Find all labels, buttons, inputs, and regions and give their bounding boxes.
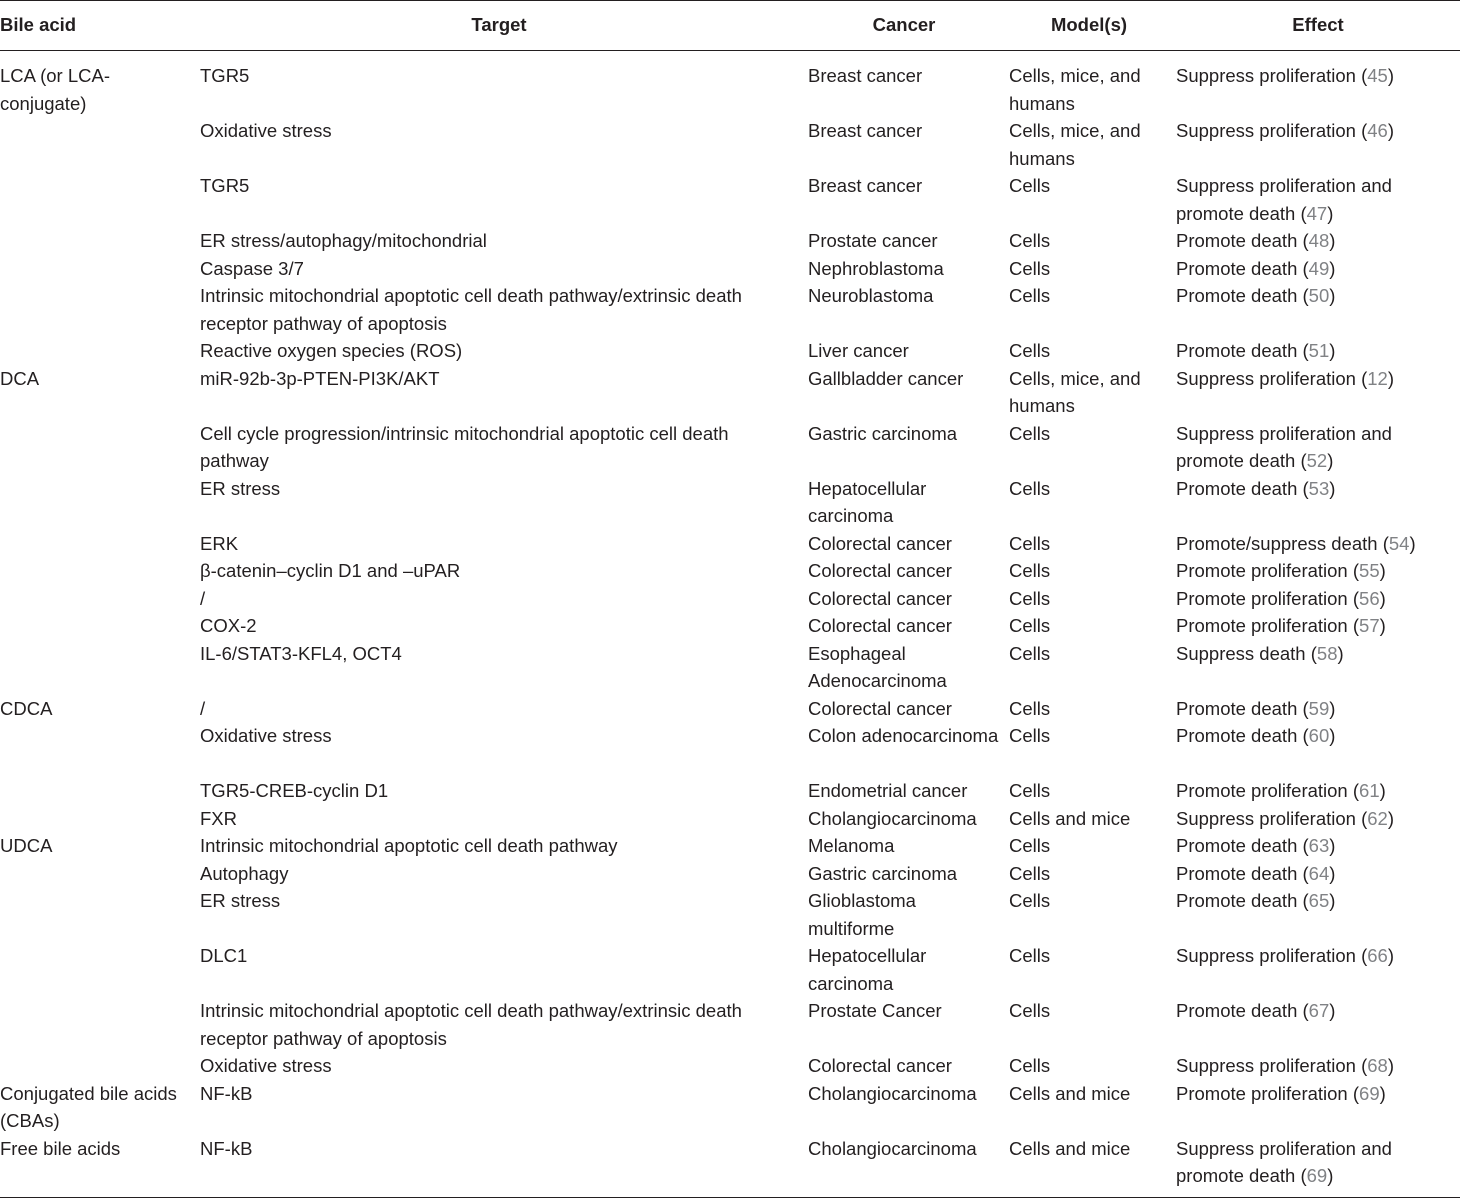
cell-target: ER stress/autophagy/mitochondrial: [200, 230, 487, 251]
cell-cancer: Prostate Cancer: [808, 1000, 942, 1021]
effect-close-paren: ): [1329, 340, 1336, 361]
cell-cancer: Colon adenocarcinoma: [808, 725, 999, 746]
cell-target: miR-92b-3p-PTEN-PI3K/AKT: [200, 367, 440, 389]
cell-target: /: [200, 697, 206, 719]
cell-cancer: Esophageal Adenocarcinoma: [808, 642, 947, 691]
effect-close-paren: ): [1327, 450, 1334, 471]
table-row: [0, 832, 1460, 860]
effect-close-paren: ): [1379, 587, 1386, 609]
reference-link[interactable]: 68: [1367, 1055, 1388, 1076]
cell-models: Cells: [1009, 697, 1051, 719]
cell-effect: [1176, 1052, 1460, 1080]
effect-text: Promote death (: [1176, 477, 1309, 499]
effect-close-paren: ): [1329, 1000, 1336, 1021]
cell-target: β-catenin–cyclin D1 and –uPAR: [200, 560, 461, 581]
effect-close-paren: ): [1387, 807, 1395, 829]
cell-target: ER stress: [200, 890, 281, 911]
table-row: [0, 722, 1460, 777]
effect-text: Suppress proliferation and promote death (: [1176, 1137, 1392, 1186]
cell-cancer: Cholangiocarcinoma: [808, 1082, 977, 1104]
cell-effect: [1176, 172, 1460, 227]
reference-link[interactable]: 67: [1308, 1000, 1330, 1021]
cell-cancer: Neuroblastoma: [808, 285, 934, 306]
effect-text: Promote death (: [1176, 890, 1309, 911]
effect-text: Promote proliferation (: [1176, 615, 1360, 636]
effect-text: Promote death (: [1176, 285, 1309, 306]
cell-models: Cells: [1009, 862, 1051, 884]
cell-effect: [1176, 640, 1460, 668]
reference-link[interactable]: 50: [1308, 285, 1330, 306]
effect-close-paren: ): [1337, 642, 1344, 664]
table-row: [0, 805, 1460, 833]
cell-effect: [1176, 475, 1460, 503]
cell-target: TGR5-CREB-cyclin D1: [200, 780, 389, 801]
effect-close-paren: ): [1379, 560, 1386, 581]
effect-close-paren: ): [1387, 367, 1395, 389]
table-row: [0, 255, 1460, 283]
effect-text: Promote death (: [1176, 835, 1309, 856]
cell-models: Cells and mice: [1009, 807, 1131, 829]
cell-target: Oxidative stress: [200, 1055, 332, 1076]
cell-target: ERK: [200, 532, 239, 554]
cell-models: Cells: [1009, 725, 1051, 746]
cell-effect: [1176, 117, 1460, 145]
cell-target: Autophagy: [200, 862, 289, 884]
cell-cancer: Colorectal cancer: [808, 532, 952, 554]
effect-text: Suppress proliferation (: [1176, 1055, 1368, 1076]
cell-models: Cells, mice, and humans: [1009, 367, 1141, 416]
effect-text: Suppress proliferation (: [1176, 807, 1368, 829]
cell-cancer: Hepatocellular carcinoma: [808, 945, 927, 994]
effect-text: Promote/suppress death (: [1176, 532, 1389, 554]
cell-models: Cells and mice: [1009, 1082, 1131, 1104]
cell-effect: [1176, 805, 1460, 833]
table-row: [0, 365, 1460, 420]
cell-models: Cells: [1009, 587, 1051, 609]
reference-link[interactable]: 66: [1367, 945, 1388, 966]
cell-target: NF-kB: [200, 1137, 253, 1159]
cell-cancer: Liver cancer: [808, 340, 909, 361]
effect-close-paren: ): [1327, 1165, 1334, 1186]
bottom-rule: [0, 1197, 1460, 1198]
table-row: [0, 777, 1460, 805]
cell-models: Cells: [1009, 1055, 1051, 1076]
effect-text: Suppress proliferation and promote death (: [1176, 422, 1392, 471]
cell-effect: [1176, 1135, 1460, 1190]
effect-close-paren: ): [1329, 890, 1336, 911]
cell-cancer: Gallbladder cancer: [808, 367, 964, 389]
reference-link[interactable]: 12: [1367, 367, 1388, 389]
effect-text: Promote death (: [1176, 340, 1309, 361]
table-row: [0, 337, 1460, 365]
cell-cancer: Melanoma: [808, 835, 895, 856]
cell-target: Reactive oxygen species (ROS): [200, 340, 463, 361]
table-row: [0, 62, 1460, 117]
header-rule: [0, 50, 1460, 51]
reference-link[interactable]: 48: [1308, 230, 1330, 251]
reference-link[interactable]: 53: [1308, 477, 1330, 499]
cell-effect: [1176, 612, 1460, 640]
effect-text: Promote proliferation (: [1176, 560, 1360, 581]
cell-effect: [1176, 887, 1460, 915]
effect-close-paren: ): [1329, 257, 1336, 279]
reference-link[interactable]: 63: [1308, 835, 1330, 856]
cell-effect: [1176, 557, 1460, 585]
cell-target: Intrinsic mitochondrial apoptotic cell death pathway: [200, 835, 618, 856]
table-row: [0, 172, 1460, 227]
reference-link[interactable]: 60: [1308, 725, 1330, 746]
effect-close-paren: ): [1387, 65, 1395, 86]
cell-effect: [1176, 585, 1460, 613]
cell-models: Cells: [1009, 175, 1051, 196]
cell-models: Cells: [1009, 257, 1051, 279]
effect-text: Suppress proliferation (: [1176, 65, 1368, 86]
table-row: [0, 420, 1460, 475]
cell-target: /: [200, 587, 206, 609]
effect-text: Promote death (: [1176, 725, 1309, 746]
cell-cancer: Colorectal cancer: [808, 587, 952, 609]
cell-models: Cells: [1009, 422, 1051, 444]
cell-effect: [1176, 997, 1460, 1025]
reference-link[interactable]: 69: [1359, 1082, 1380, 1104]
cell-bile-acid: DCA: [0, 367, 40, 389]
cell-target: Intrinsic mitochondrial apoptotic cell death pathway/extrinsic death receptor pathway of apoptosis: [200, 1000, 742, 1049]
cell-bile-acid: Conjugated bile acids (CBAs): [0, 1082, 177, 1131]
cell-bile-acid: LCA (or LCA-conjugate): [0, 65, 111, 114]
cell-effect: [1176, 255, 1460, 283]
cell-target: Oxidative stress: [200, 725, 332, 746]
cell-bile-acid: CDCA: [0, 697, 53, 719]
cell-cancer: Colorectal cancer: [808, 697, 952, 719]
effect-close-paren: ): [1379, 1082, 1386, 1104]
reference-link[interactable]: 62: [1367, 807, 1388, 829]
cell-effect: [1176, 777, 1460, 805]
table-row: [0, 640, 1460, 695]
cell-cancer: Colorectal cancer: [808, 615, 952, 636]
reference-link[interactable]: 52: [1306, 450, 1328, 471]
effect-close-paren: ): [1387, 120, 1395, 141]
table-row: [0, 695, 1460, 723]
cell-cancer: Gastric carcinoma: [808, 422, 958, 444]
reference-link[interactable]: 64: [1308, 862, 1330, 884]
header-bile-acid: Bile acid: [0, 14, 77, 35]
table-row: [0, 942, 1460, 997]
effect-close-paren: ): [1329, 477, 1336, 499]
table-row: [0, 475, 1460, 530]
cell-cancer: Breast cancer: [808, 65, 923, 86]
effect-close-paren: ): [1329, 697, 1336, 719]
reference-link[interactable]: 47: [1306, 202, 1328, 224]
reference-link[interactable]: 49: [1308, 257, 1330, 279]
cell-effect: [1176, 695, 1460, 723]
cell-models: Cells: [1009, 780, 1051, 801]
cell-effect: [1176, 282, 1460, 310]
cell-cancer: Cholangiocarcinoma: [808, 807, 977, 829]
cell-effect: [1176, 337, 1460, 365]
reference-link[interactable]: 69: [1306, 1165, 1328, 1186]
table-row: [0, 585, 1460, 613]
cell-target: TGR5: [200, 65, 250, 86]
table-row: [0, 530, 1460, 558]
cell-models: Cells: [1009, 560, 1051, 581]
table-row: [0, 860, 1460, 888]
cell-models: Cells: [1009, 477, 1051, 499]
effect-text: Promote death (: [1176, 230, 1309, 251]
effect-text: Suppress proliferation (: [1176, 945, 1368, 966]
cell-models: Cells: [1009, 890, 1051, 911]
reference-link[interactable]: 59: [1308, 697, 1330, 719]
effect-text: Suppress death (: [1176, 642, 1317, 664]
cell-cancer: Cholangiocarcinoma: [808, 1137, 977, 1159]
table-row: [0, 557, 1460, 585]
header-models: Model(s): [1050, 14, 1128, 35]
cell-cancer: Endometrial cancer: [808, 780, 968, 801]
reference-link[interactable]: 58: [1316, 642, 1338, 664]
effect-close-paren: ): [1329, 862, 1336, 884]
table-row: [0, 282, 1460, 337]
cell-effect: [1176, 62, 1460, 90]
reference-link[interactable]: 54: [1388, 532, 1410, 554]
cell-effect: [1176, 530, 1460, 558]
cell-bile-acid: UDCA: [0, 835, 53, 856]
cell-target: NF-kB: [200, 1082, 253, 1104]
cell-bile-acid: Free bile acids: [0, 1137, 121, 1159]
header-effect: Effect: [1292, 14, 1344, 35]
cell-models: Cells: [1009, 1000, 1051, 1021]
effect-close-paren: ): [1329, 725, 1336, 746]
cell-target: TGR5: [200, 175, 250, 196]
cell-models: Cells: [1009, 945, 1051, 966]
cell-target: COX-2: [200, 615, 257, 636]
cell-cancer: Prostate cancer: [808, 230, 938, 251]
header-target: Target: [471, 14, 527, 35]
cell-models: Cells: [1009, 532, 1051, 554]
cell-models: Cells: [1009, 835, 1051, 856]
cell-models: Cells: [1009, 230, 1051, 251]
cell-target: DLC1: [200, 945, 248, 966]
cell-target: Cell cycle progression/intrinsic mitochondrial apoptotic cell death pathway: [200, 422, 729, 471]
table-row: [0, 1080, 1460, 1135]
reference-link[interactable]: 55: [1359, 560, 1380, 581]
header-cancer: Cancer: [872, 14, 936, 35]
cell-models: Cells, mice, and humans: [1009, 120, 1141, 169]
cell-effect: [1176, 832, 1460, 860]
cell-models: Cells and mice: [1009, 1137, 1131, 1159]
table-body: [0, 62, 1460, 1190]
cell-models: Cells: [1009, 642, 1051, 664]
effect-text: Promote death (: [1176, 1000, 1309, 1021]
effect-text: Suppress proliferation (: [1176, 120, 1368, 141]
table-row: [0, 887, 1460, 942]
cell-effect: [1176, 227, 1460, 255]
table-row: [0, 117, 1460, 172]
effect-close-paren: ): [1387, 945, 1395, 966]
table-row: [0, 227, 1460, 255]
cell-models: Cells: [1009, 615, 1051, 636]
effect-text: Suppress proliferation (: [1176, 367, 1368, 389]
cell-effect: [1176, 1080, 1460, 1108]
cell-effect: [1176, 420, 1460, 475]
effect-close-paren: ): [1387, 1055, 1395, 1076]
cell-cancer: Gastric carcinoma: [808, 862, 958, 884]
reference-link[interactable]: 51: [1308, 340, 1330, 361]
effect-text: Promote proliferation (: [1176, 587, 1360, 609]
cell-effect: [1176, 365, 1460, 393]
cell-target: Intrinsic mitochondrial apoptotic cell death pathway/extrinsic death receptor pathway of apoptosis: [200, 285, 742, 334]
effect-text: Promote death (: [1176, 257, 1309, 279]
cell-models: Cells, mice, and humans: [1009, 65, 1141, 114]
reference-link[interactable]: 61: [1359, 780, 1380, 801]
table-row: [0, 997, 1460, 1052]
reference-link[interactable]: 57: [1359, 615, 1380, 636]
cell-cancer: Nephroblastoma: [808, 257, 944, 279]
effect-close-paren: ): [1327, 202, 1334, 224]
table-row: [0, 1052, 1460, 1080]
cell-models: Cells: [1009, 340, 1051, 361]
effect-text: Suppress proliferation and promote death (: [1176, 175, 1392, 224]
effect-close-paren: ): [1379, 615, 1386, 636]
effect-text: Promote proliferation (: [1176, 1082, 1360, 1104]
cell-target: FXR: [200, 807, 237, 829]
cell-cancer: Colorectal cancer: [808, 560, 952, 581]
cell-cancer: Breast cancer: [808, 120, 923, 141]
cell-effect: [1176, 722, 1460, 750]
reference-link[interactable]: 45: [1367, 65, 1388, 86]
cell-effect: [1176, 942, 1460, 970]
cell-target: IL-6/STAT3-KFL4, OCT4: [200, 642, 402, 664]
effect-close-paren: ): [1329, 835, 1336, 856]
cell-cancer: Breast cancer: [808, 175, 923, 196]
cell-cancer: Glioblastoma multiforme: [808, 890, 916, 939]
effect-close-paren: ): [1409, 532, 1416, 554]
cell-target: ER stress: [200, 477, 281, 499]
effect-close-paren: ): [1329, 230, 1336, 251]
cell-models: Cells: [1009, 285, 1051, 306]
reference-link[interactable]: 65: [1308, 890, 1330, 911]
effect-close-paren: ): [1379, 780, 1386, 801]
table-row: [0, 1135, 1460, 1190]
effect-text: Promote death (: [1176, 862, 1309, 884]
cell-target: Oxidative stress: [200, 120, 332, 141]
reference-link[interactable]: 56: [1359, 587, 1380, 609]
effect-text: Promote proliferation (: [1176, 780, 1360, 801]
cell-effect: [1176, 860, 1460, 888]
cell-cancer: Hepatocellular carcinoma: [808, 477, 927, 526]
effect-close-paren: ): [1329, 285, 1336, 306]
cell-target: Caspase 3/7: [200, 257, 304, 279]
reference-link[interactable]: 46: [1367, 120, 1388, 141]
cell-cancer: Colorectal cancer: [808, 1055, 952, 1076]
table-row: [0, 612, 1460, 640]
effect-text: Promote death (: [1176, 697, 1309, 719]
